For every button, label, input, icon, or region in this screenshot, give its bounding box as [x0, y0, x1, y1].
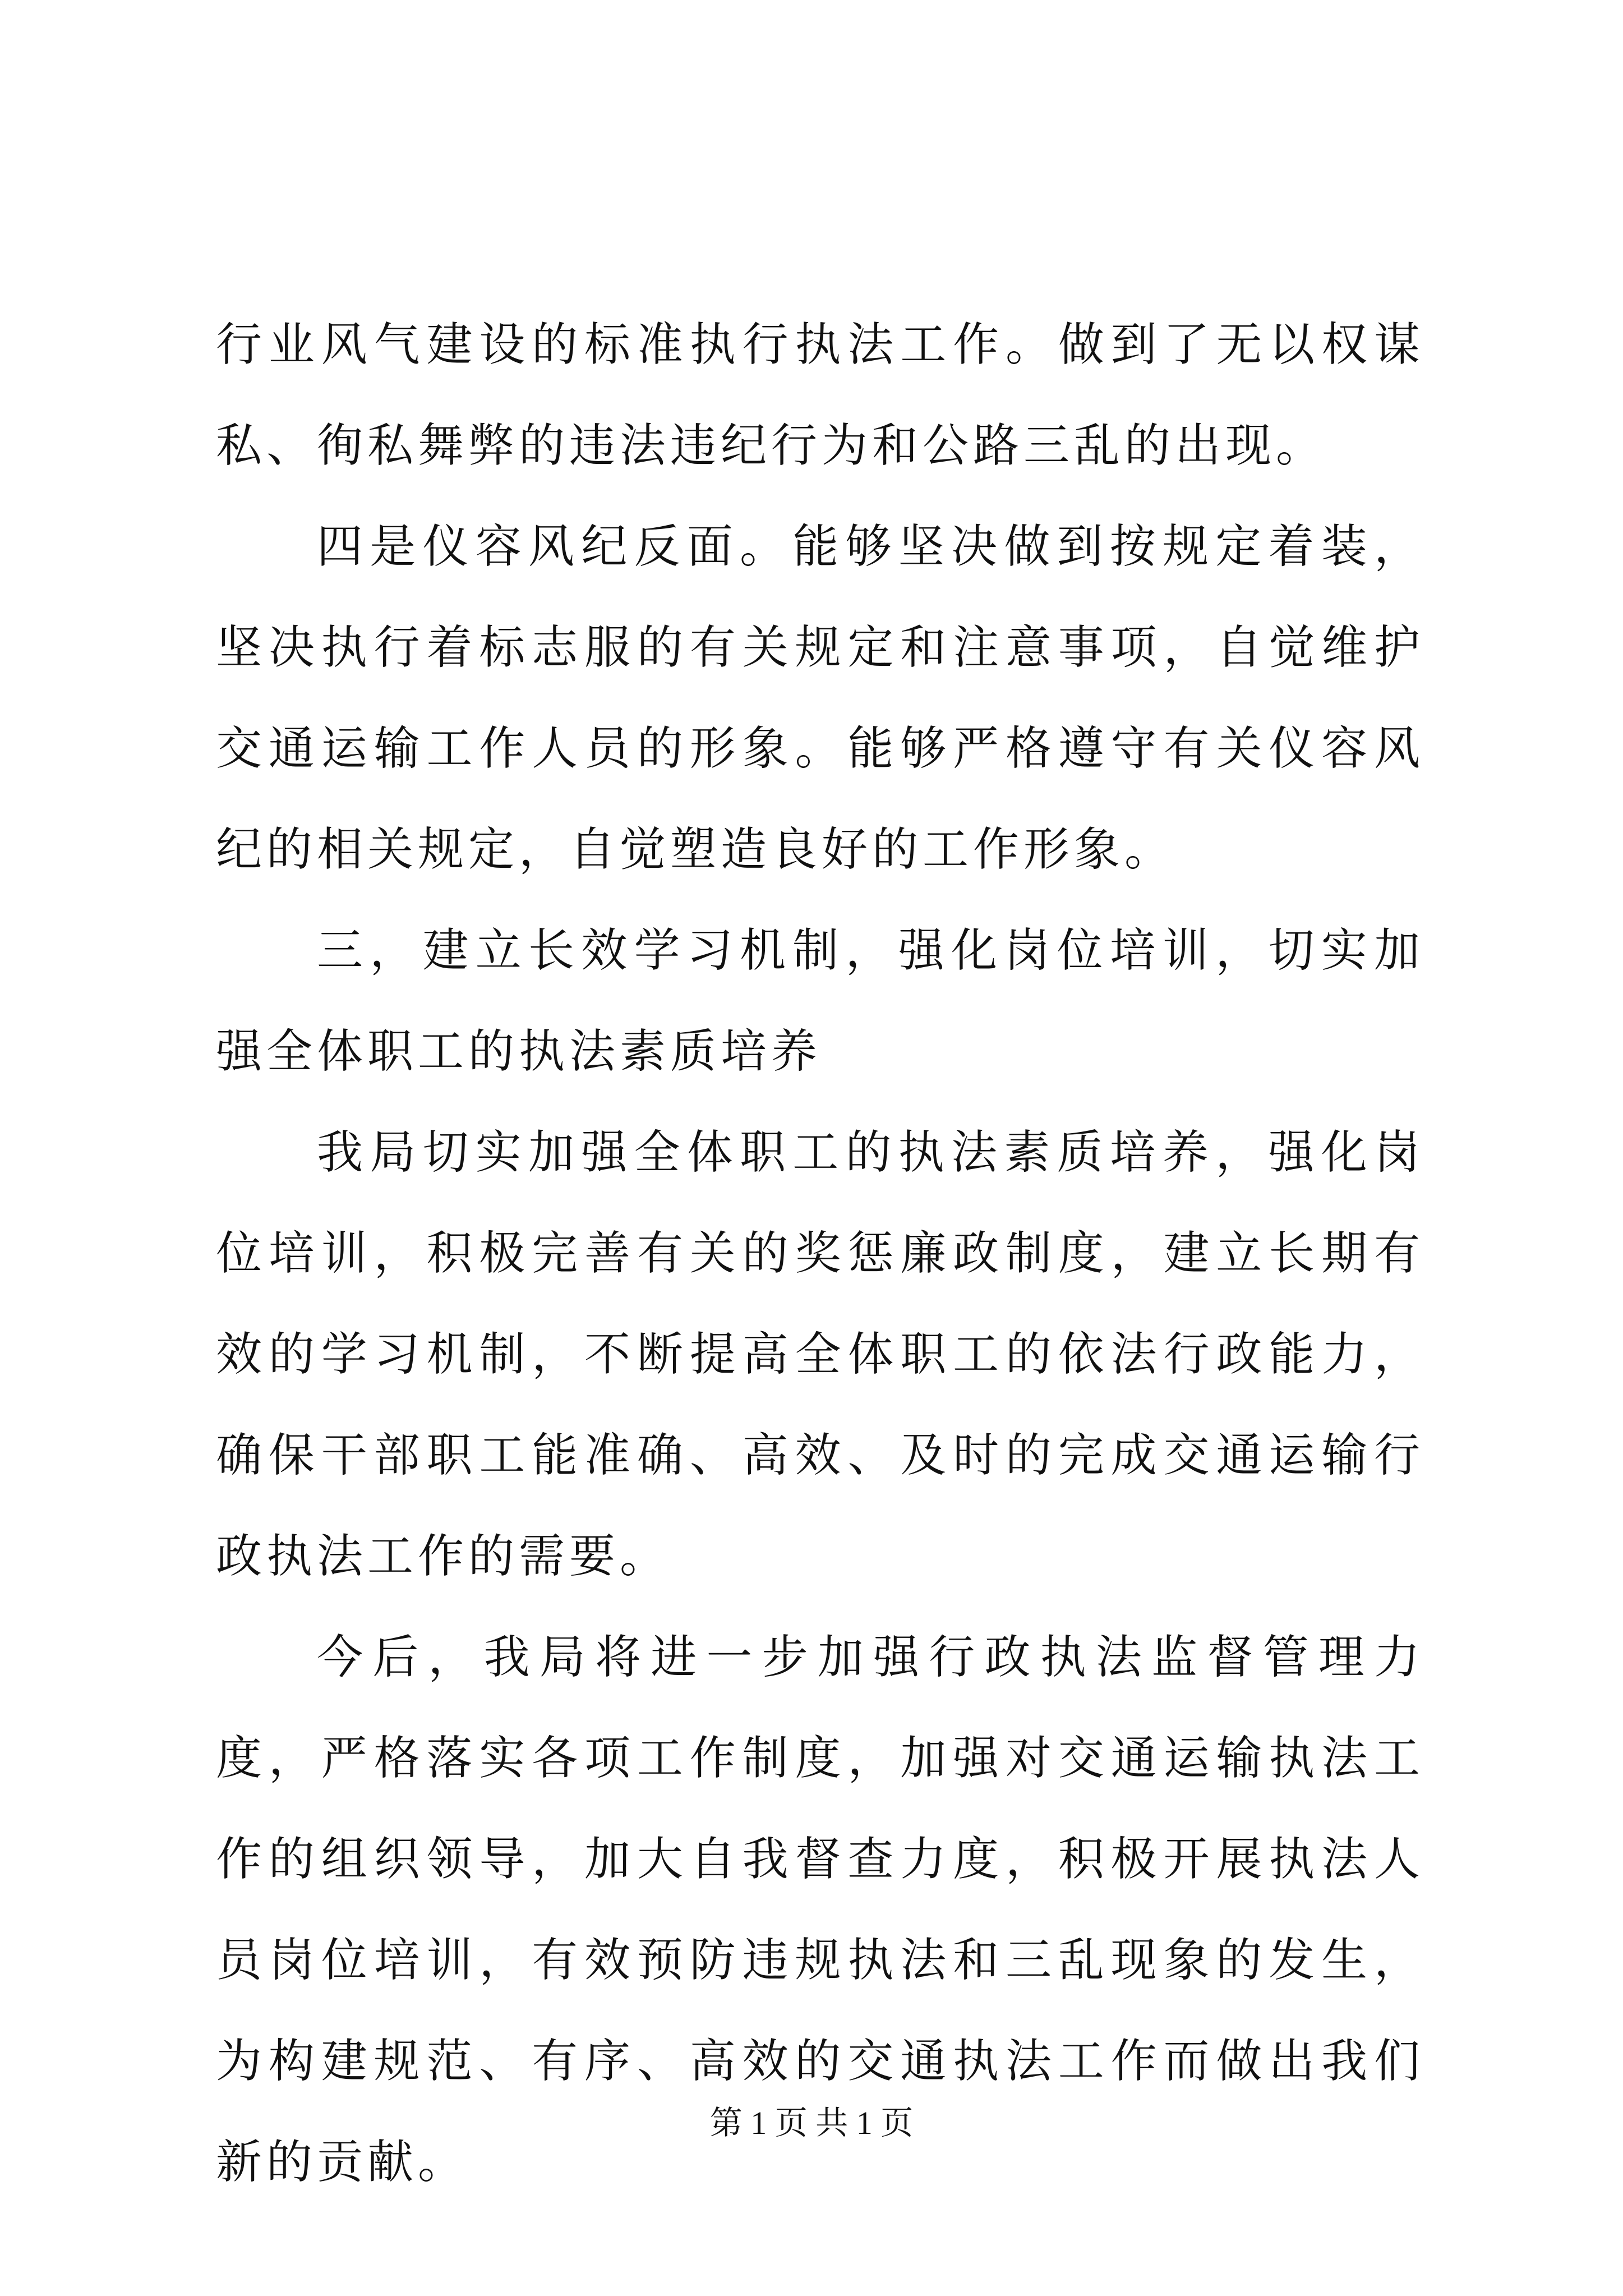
section-heading-three: 三，建立长效学习机制，强化岗位培训，切实加强全体职工的执法素质培养: [216, 924, 1424, 1078]
paragraph-training: 我局切实加强全体职工的执法素质培养，强化岗位培训，积极完善有关的奖惩廉政制度，建立长期有效的学习机制，不断提高全体职工的依法行政能力，确保干部职工能准确、高效、及时的完成交通运输行政执法工作的需要。: [216, 1126, 1424, 1583]
paragraph-appearance-discipline: 四是仪容风纪反面。能够坚决做到按规定着装，坚决执行着标志服的有关规定和注意事项，自觉维护交通运输工作人员的形象。能够严格遵守有关仪容风纪的相关规定，自觉塑造良好的工作形象。: [216, 520, 1424, 876]
page-number-footer: 第 1 页 共 1 页: [709, 2105, 914, 2141]
paragraph-continuation: 行业风气建设的标准执行执法工作。做到了无以权谋私、徇私舞弊的违法违纪行为和公路三乱的出现。: [216, 318, 1424, 472]
document-body: [216, 295, 1424, 2213]
paragraph-future-plans: 今后，我局将进一步加强行政执法监督管理力度，严格落实各项工作制度，加强对交通运输执法工作的组织领导，加大自我督查力度，积极开展执法人员岗位培训，有效预防违规执法和三乱现象的发生，为构建规范、有序、高效的交通执法工作而做出我们新的贡献。: [216, 1631, 1424, 2189]
